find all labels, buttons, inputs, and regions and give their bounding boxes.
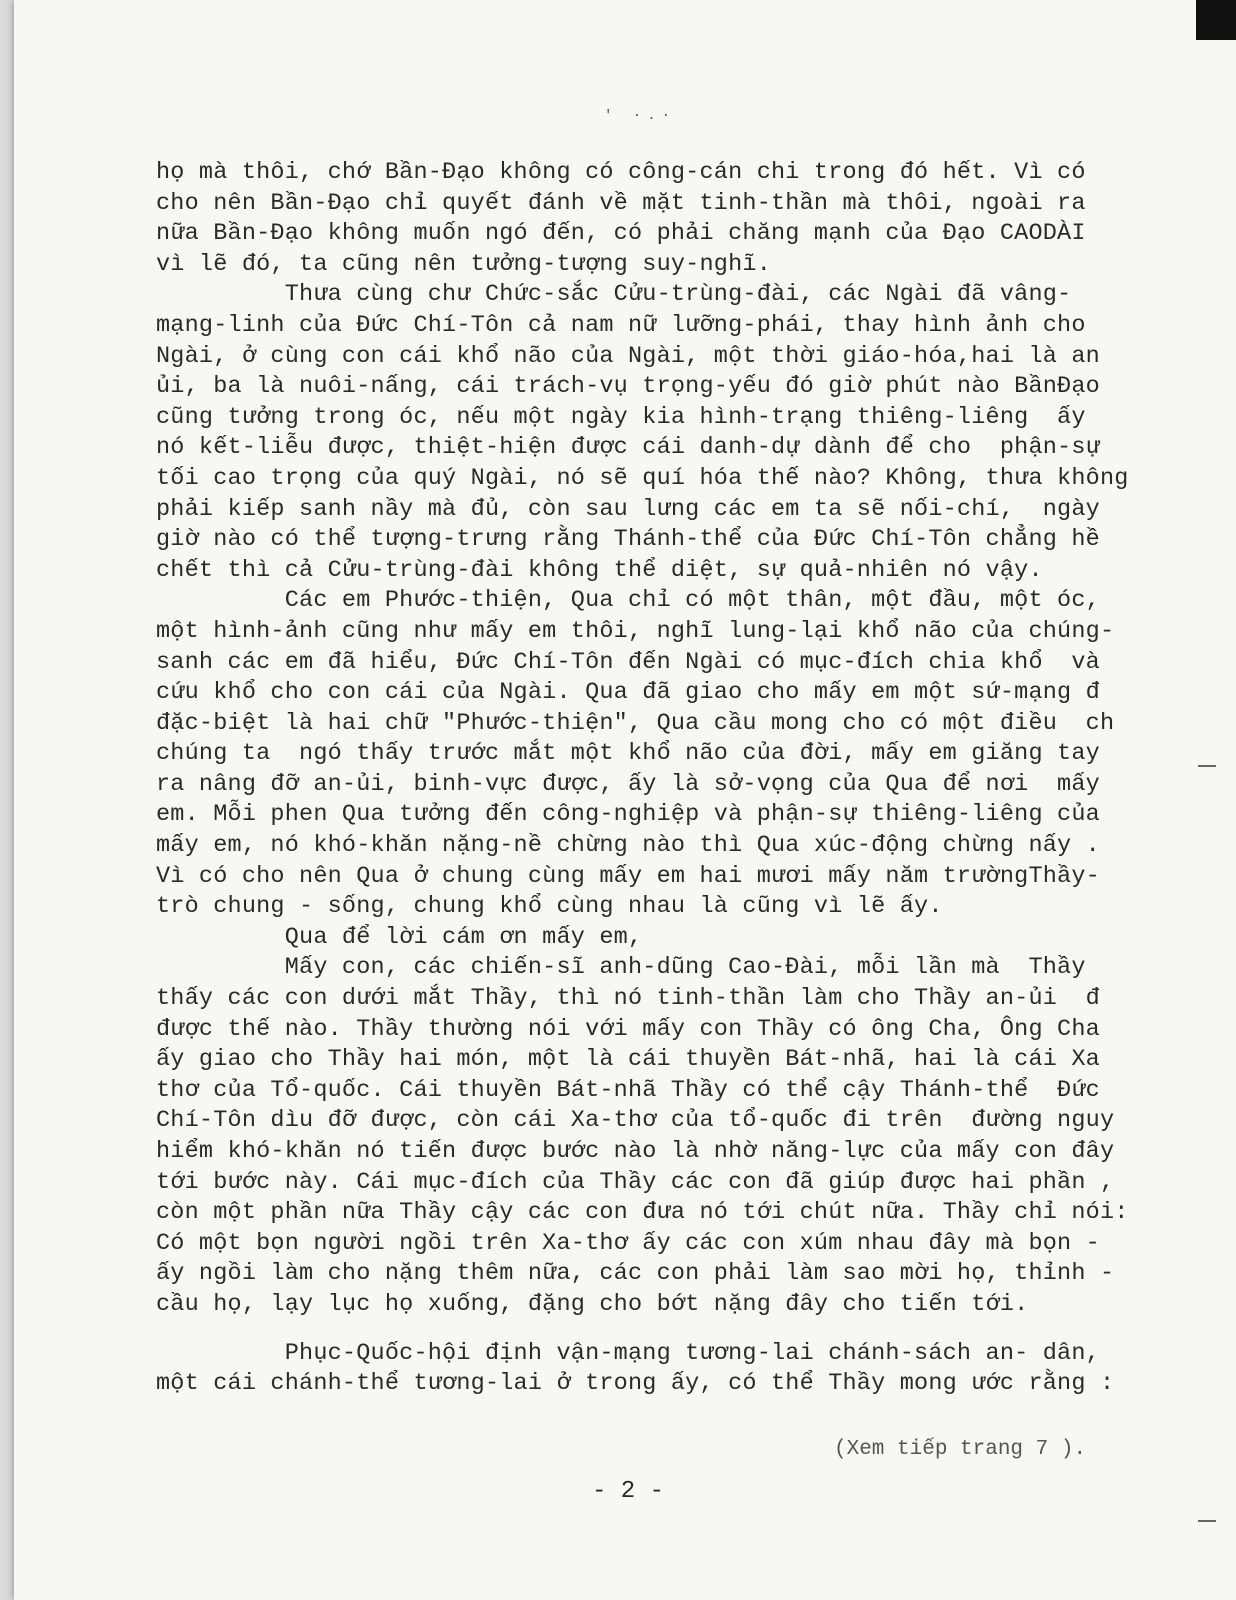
scan-corner-shadow: [1196, 0, 1236, 40]
text-line: chúng ta ngó thấy trước mắt một khổ não của đời, mấy em giăng tay: [156, 740, 1100, 768]
text-line: Qua để lời cám ơn mấy em,: [156, 923, 643, 951]
text-line: phải kiếp sanh nầy mà đủ, còn sau lưng các em ta sẽ nối-chí, ngày: [156, 495, 1100, 523]
text-line: cứu khổ cho con cái của Ngài. Qua đã giao cho mấy em một sứ-mạng đ: [156, 679, 1100, 707]
paragraph-gap: [156, 1321, 1156, 1339]
text-line: một cái chánh-thể tương-lai ở trong ấy, có thể Thầy mong ước rằng :: [156, 1370, 1115, 1398]
text-line: ra nâng đỡ an-ủi, binh-vực được, ấy là sở-vọng của Qua để nơi mấy: [156, 770, 1100, 798]
text-line: hiểm khó-khăn nó tiến được bước nào là nhờ năng-lực của mấy con đây: [156, 1138, 1115, 1165]
text-line: trò chung - sống, chung khổ cùng nhau là cũng vì lẽ ấy.: [156, 893, 943, 921]
edge-mark: [1198, 765, 1216, 767]
edge-mark: [1198, 1520, 1216, 1522]
text-line: chết thì cả Cửu-trùng-đài không thể diệt, sự quả-nhiên nó vậy.: [156, 556, 1043, 584]
text-line: cũng tưởng trong óc, nếu một ngày kia hình-trạng thiêng-liêng ấy: [156, 403, 1086, 431]
document-page: [14, 0, 1236, 1600]
top-marks: ' ·.·: [604, 108, 677, 124]
body-text: [156, 158, 1156, 1400]
text-line: tới bước này. Cái mục-đích của Thầy các con đã giúp được hai phần ,: [156, 1168, 1115, 1196]
text-line: mạng-linh của Đức Chí-Tôn cả nam nữ lưỡng-phái, thay hình ảnh cho: [156, 311, 1086, 339]
text-line: còn một phần nữa Thầy cậy các con đưa nó tới chút nữa. Thầy chỉ nói:: [156, 1199, 1129, 1227]
text-line: ấy ngồi làm cho nặng thêm nữa, các con phải làm sao mời họ, thỉnh -: [156, 1260, 1115, 1288]
text-line: ấy giao cho Thầy hai món, một là cái thuyền Bát-nhã, hai là cái Xa: [156, 1046, 1100, 1074]
text-line: Mấy con, các chiến-sĩ anh-dũng Cao-Đài, mỗi lần mà Thầy: [156, 954, 1086, 982]
text-line: một hình-ảnh cũng như mấy em thôi, nghĩ lung-lại khổ não của chúng-: [156, 617, 1115, 645]
text-line: Chí-Tôn dìu đỡ được, còn cái Xa-thơ của tổ-quốc đi trên đường nguy: [156, 1107, 1115, 1135]
text-line: Ngài, ở cùng con cái khổ não của Ngài, một thời giáo-hóa,hai là an: [156, 342, 1100, 370]
text-line: em. Mỗi phen Qua tưởng đến công-nghiệp và phận-sự thiêng-liêng của: [156, 801, 1100, 829]
text-line: họ mà thôi, chớ Bần-Đạo không có công-cán chi trong đó hết. Vì có: [156, 159, 1086, 186]
text-line: thấy các con dưới mắt Thầy, thì nó tinh-thần làm cho Thầy an-ủi đ: [156, 985, 1100, 1013]
page-number: - 2 -: [592, 1478, 665, 1505]
text-line: cầu họ, lạy lục họ xuống, đặng cho bớt nặng đây cho tiến tới.: [156, 1290, 1029, 1318]
text-line: cho nên Bần-Đạo chỉ quyết đánh về mặt tinh-thần mà thôi, ngoài ra: [156, 189, 1086, 217]
text-line: giờ nào có thể tượng-trưng rằng Thánh-thể của Đức Chí-Tôn chẳng hề: [156, 526, 1100, 554]
text-line: nữa Bần-Đạo không muốn ngó đến, có phải chăng mạnh của Đạo CAODÀI: [156, 220, 1086, 248]
text-line: vì lẽ đó, ta cũng nên tưởng-tượng suy-nghĩ.: [156, 250, 771, 278]
text-line: Thưa cùng chư Chức-sắc Cửu-trùng-đài, các Ngài đã vâng-: [156, 281, 1072, 309]
text-line: Vì có cho nên Qua ở chung cùng mấy em hai mươi mấy năm trườngThầy-: [156, 862, 1100, 890]
text-line: Các em Phước-thiện, Qua chỉ có một thân, một đầu, một óc,: [156, 587, 1100, 615]
text-line: Có một bọn người ngồi trên Xa-thơ ấy các con xúm nhau đây mà bọn -: [156, 1229, 1100, 1257]
text-line: Phục-Quốc-hội định vận-mạng tương-lai chánh-sách an- dân,: [156, 1339, 1100, 1367]
text-line: được thế nào. Thầy thường nói với mấy con Thầy có ông Cha, Ông Cha: [156, 1015, 1100, 1043]
continued-note: (Xem tiếp trang 7 ).: [834, 1438, 1087, 1461]
text-line: đặc-biệt là hai chữ "Phước-thiện", Qua cầu mong cho có một điều ch: [156, 709, 1115, 737]
text-line: tối cao trọng của quý Ngài, nó sẽ quí hóa thế nào? Không, thưa không: [156, 464, 1129, 492]
text-line: mấy em, nó khó-khăn nặng-nề chừng nào thì Qua xúc-động chừng nấy .: [156, 832, 1100, 860]
text-line: sanh các em đã hiểu, Đức Chí-Tôn đến Ngài có mục-đích chia khổ và: [156, 648, 1100, 676]
text-line: thơ của Tổ-quốc. Cái thuyền Bát-nhã Thầy có thể cậy Thánh-thể Đức: [156, 1076, 1100, 1104]
text-line: nó kết-liễu được, thiệt-hiện được cái danh-dự dành để cho phận-sự: [156, 434, 1100, 462]
text-line: ủi, ba là nuôi-nấng, cái trách-vụ trọng-yếu đó giờ phút nào BầnĐạo: [156, 373, 1100, 401]
